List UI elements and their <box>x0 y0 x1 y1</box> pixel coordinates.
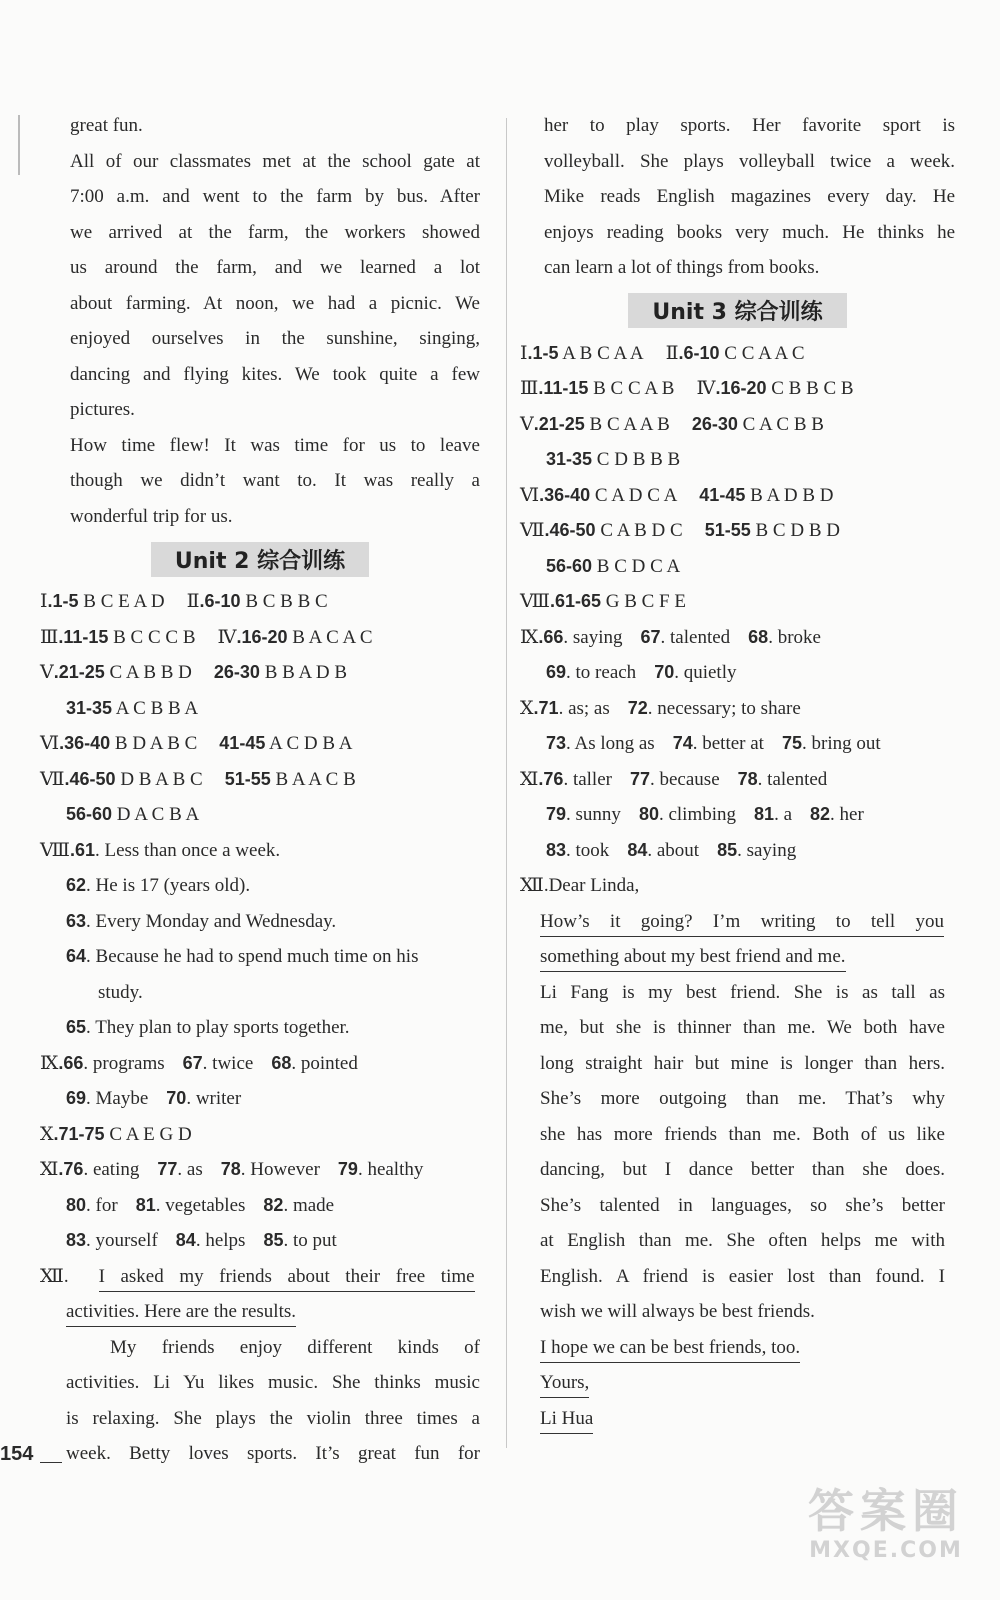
answer-row <box>40 1152 480 1188</box>
question-number: .66 <box>538 626 564 647</box>
answer-letters: A C D B A <box>269 733 353 754</box>
question-number: 84 <box>175 1230 196 1250</box>
answer-text: . As long as <box>566 733 655 754</box>
roman-numeral: Ⅳ <box>217 626 237 648</box>
answer-text: . vegetables <box>155 1194 246 1216</box>
answer-letters: C D B B B <box>596 449 681 470</box>
answer-row <box>520 513 955 549</box>
answer-text: . talented <box>757 768 828 790</box>
answer-letters: B A C A C <box>292 626 373 648</box>
question-range: .6-10 <box>199 591 241 611</box>
answer-text: . yourself <box>86 1230 158 1251</box>
question-number: .76 <box>58 1159 84 1179</box>
writing-line: My friends enjoy different kinds of <box>110 1336 480 1358</box>
question-number: 81 <box>135 1194 156 1215</box>
question-number: 81 <box>754 804 775 824</box>
answer-text: . writer <box>186 1088 242 1109</box>
letter-body-line: She’s talented in languages, so she’s better <box>540 1194 945 1216</box>
question-number: 73 <box>546 733 567 753</box>
letter-body-line: at English than me. She often helps me with <box>540 1230 945 1251</box>
answer-text: . to put <box>283 1230 337 1251</box>
answer-letters: B C E A D <box>83 591 165 612</box>
writing-first-line <box>40 1259 480 1295</box>
question-number: 74 <box>672 733 693 753</box>
question-number: 67 <box>182 1052 203 1073</box>
question-number: 80 <box>638 804 659 824</box>
answer-letters: B C D B D <box>755 520 840 541</box>
question-number: 83 <box>66 1230 87 1250</box>
essay-line: we arrived at the farm, the workers showed <box>70 221 480 243</box>
answer-text: . helps <box>195 1230 246 1251</box>
answer-text: . because <box>650 768 720 790</box>
question-number: .61 <box>69 839 95 860</box>
answer-letters: B A D B D <box>750 484 834 506</box>
answer-row <box>520 442 955 478</box>
answer-row <box>40 904 480 940</box>
question-range: 41-45 <box>219 733 266 753</box>
answer-row <box>40 868 480 904</box>
question-range: .6-10 <box>678 342 720 363</box>
answer-row <box>520 371 955 407</box>
answer-text: . necessary; to share <box>647 697 801 719</box>
roman-numeral: Ⅶ <box>40 768 65 790</box>
question-range: .1-5 <box>527 342 559 363</box>
writing-line <box>40 1294 480 1330</box>
roman-numeral: Ⅷ <box>40 839 70 861</box>
question-number: 85 <box>263 1230 284 1250</box>
roman-numeral: Ⅹ <box>520 697 534 719</box>
roman-numeral: Ⅸ <box>40 1052 59 1074</box>
answer-row <box>40 655 480 691</box>
answer-text: . a <box>774 804 792 825</box>
answer-text: . programs <box>83 1052 165 1074</box>
question-number: .76 <box>538 768 564 789</box>
answer-text: . Less than once a week. <box>94 839 281 861</box>
question-number: 79 <box>337 1159 358 1179</box>
answer-letters: B C D C A <box>596 555 681 577</box>
question-number: 82 <box>263 1194 284 1215</box>
answer-letters: A C B B A <box>115 697 199 719</box>
answer-row <box>520 584 955 620</box>
answer-row <box>40 833 480 869</box>
question-number: 78 <box>737 768 758 789</box>
roman-numeral: Ⅻ <box>520 875 544 896</box>
question-range: .46-50 <box>64 768 116 789</box>
roman-numeral: Ⅴ <box>520 413 534 435</box>
roman-numeral: Ⅺ <box>520 768 539 790</box>
roman-numeral: Ⅻ. <box>40 1265 69 1287</box>
writing-line: activities. Li Yu likes music. She thinks music <box>66 1372 480 1393</box>
answer-text: . quietly <box>674 662 737 683</box>
answer-text: . as <box>177 1159 203 1180</box>
answer-row <box>40 584 480 620</box>
watermark-logo <box>808 1484 964 1564</box>
answer-letters: C A B D C <box>600 520 683 541</box>
question-number: .66 <box>58 1052 84 1073</box>
answer-text: . as; as <box>558 697 610 719</box>
essay-line: wonderful trip for us. <box>70 505 233 527</box>
unit-3-heading <box>520 286 955 336</box>
roman-numeral: Ⅲ <box>40 626 59 648</box>
answer-text: . eating <box>83 1159 140 1180</box>
question-number: 68 <box>271 1052 292 1073</box>
letter-signature: Li Hua <box>540 1405 593 1434</box>
roman-numeral: Ⅹ <box>40 1123 54 1145</box>
answer-text: . about <box>647 839 700 861</box>
answer-letters: C A D C A <box>594 484 678 506</box>
answer-row <box>520 620 955 656</box>
answer-row <box>40 1081 480 1117</box>
letter-body-line: She’s more outgoing than me. That’s why <box>540 1088 945 1109</box>
question-range: 31-35 <box>546 449 593 469</box>
letter-signoff: Yours, <box>540 1369 589 1398</box>
question-number: 70 <box>166 1088 187 1108</box>
question-number: 72 <box>627 697 648 718</box>
question-number: 65 <box>66 1017 87 1037</box>
essay-line: pictures. <box>70 399 135 420</box>
essay-line: enjoyed ourselves in the sunshine, singing, <box>70 328 480 349</box>
question-range: 26-30 <box>691 413 738 434</box>
question-range: 51-55 <box>704 520 751 540</box>
question-number: 77 <box>629 768 650 789</box>
answer-text: . saying <box>737 839 797 861</box>
answer-letters: B C C C B <box>113 626 196 648</box>
essay-line: All of our classmates met at the school gate at <box>70 150 480 172</box>
answer-letters: B C B B C <box>245 591 328 612</box>
answer-text: . her <box>830 804 864 825</box>
answer-letters: B D A B C <box>114 733 198 754</box>
answer-text: . for <box>86 1194 118 1216</box>
underlined-sentence: something about my best friend and me. <box>540 943 846 972</box>
answer-row <box>520 655 955 691</box>
answer-row <box>520 833 955 869</box>
roman-numeral: Ⅶ <box>520 520 545 541</box>
question-number: 67 <box>640 626 661 647</box>
unit-2-heading <box>40 534 480 584</box>
question-range: .46-50 <box>544 520 596 540</box>
question-number: 84 <box>627 839 648 860</box>
answer-row <box>520 762 955 798</box>
answer-text: . Every Monday and Wednesday. <box>86 910 337 932</box>
answer-row <box>520 549 955 585</box>
essay-line: great fun. <box>70 115 143 136</box>
roman-numeral: Ⅲ <box>520 378 539 399</box>
question-range: 56-60 <box>546 555 593 576</box>
letter-line <box>520 939 955 975</box>
question-number: 78 <box>220 1159 241 1179</box>
page-number: 154 <box>0 1443 34 1465</box>
answer-row <box>40 939 480 975</box>
answer-text: study. <box>98 981 143 1003</box>
answer-row <box>40 975 480 1011</box>
watermark-url: MXQE.COM <box>809 1538 963 1563</box>
answer-row <box>40 1223 480 1259</box>
question-number: 63 <box>66 910 87 931</box>
answer-row <box>40 1117 480 1153</box>
essay-line: Mike reads English magazines every day. He <box>544 186 955 207</box>
answer-row <box>40 691 480 727</box>
answer-letters: A B C A A <box>562 342 644 364</box>
underlined-sentence: activities. Here are the results. <box>66 1298 296 1327</box>
roman-numeral: Ⅴ <box>40 662 54 683</box>
underlined-sentence: I asked my friends about their free time <box>99 1263 475 1292</box>
answer-row <box>520 478 955 514</box>
answer-text: . bring out <box>802 733 881 754</box>
answer-text: . He is 17 (years old). <box>86 875 251 896</box>
closing-sentence: I hope we can be best friends, too. <box>540 1334 800 1363</box>
answer-text: . talented <box>660 626 731 648</box>
question-range: .11-15 <box>538 378 589 398</box>
answer-row <box>40 726 480 762</box>
essay-line: volleyball. She plays volleyball twice a week. <box>544 150 955 172</box>
letter-body-line: dancing, but I dance better than she does. <box>540 1159 945 1180</box>
question-range: .36-40 <box>539 484 591 505</box>
writing-line: is relaxing. She plays the violin three times a <box>66 1407 480 1429</box>
letter-body-line: wish we will always be best friends. <box>540 1301 815 1322</box>
answer-text: . climbing <box>658 804 737 825</box>
essay-line: us around the farm, and we learned a lot <box>70 257 480 278</box>
essay-line: 7:00 a.m. and went to the farm by bus. After <box>70 186 480 207</box>
essay-line: about farming. At noon, we had a picnic. We <box>70 292 480 314</box>
essay-line: though we didn’t want to. It was really a <box>70 470 480 491</box>
question-number: 80 <box>66 1194 87 1215</box>
answer-text: . Maybe <box>86 1088 149 1109</box>
essay-line: How time flew! It was time for us to leave <box>70 434 480 456</box>
roman-numeral: Ⅰ <box>520 342 528 364</box>
question-number: 82 <box>810 804 831 824</box>
question-number: 70 <box>654 662 675 682</box>
answer-row <box>40 1046 480 1082</box>
answer-row <box>40 620 480 656</box>
unit-2-heading-text: Unit 2 综合训练 <box>151 542 369 577</box>
answer-row <box>520 726 955 762</box>
right-column <box>520 108 955 1436</box>
letter-greeting: .Dear Linda, <box>543 875 640 896</box>
essay-line: can learn a lot of things from books. <box>544 257 820 278</box>
answer-text: . saying <box>563 626 623 648</box>
answer-text: . twice <box>202 1052 254 1074</box>
question-range: 26-30 <box>213 662 260 682</box>
question-range: 51-55 <box>224 768 271 789</box>
letter-body-line: long straight hair but mine is longer than hers. <box>540 1052 945 1074</box>
roman-numeral: Ⅷ <box>520 591 550 612</box>
answer-row <box>520 407 955 443</box>
roman-numeral: Ⅵ <box>520 484 540 506</box>
essay-line: dancing and flying kites. We took quite a few <box>70 363 480 385</box>
question-number: .71 <box>533 697 559 718</box>
question-range: .11-15 <box>58 626 109 647</box>
answer-letters: B B A D B <box>264 662 348 683</box>
question-range: .61-65 <box>549 591 601 611</box>
letter-body-line: Li Fang is my best friend. She is as tall as <box>540 981 945 1003</box>
roman-numeral: Ⅵ <box>40 733 60 754</box>
letter-body-line: me, but she is thinner than me. We both have <box>540 1017 945 1038</box>
question-number: 64 <box>66 946 87 966</box>
letter-line <box>520 904 955 940</box>
unit-3-heading-text: Unit 3 综合训练 <box>628 293 846 328</box>
question-range: .16-20 <box>715 378 767 398</box>
question-number: 69 <box>66 1088 87 1108</box>
essay-line: enjoys reading books very much. He thinks he <box>544 221 955 243</box>
answer-row <box>40 797 480 833</box>
roman-numeral: Ⅱ <box>186 591 200 612</box>
answer-text: . better at <box>692 733 764 754</box>
answer-text: . They plan to play sports together. <box>86 1017 350 1038</box>
question-range: 56-60 <box>66 804 113 824</box>
answer-text: . broke <box>768 626 821 648</box>
question-range: .21-25 <box>533 413 585 434</box>
question-range: .16-20 <box>236 626 288 647</box>
answer-letters: C C A A C <box>724 342 805 364</box>
page-number-dash <box>40 1462 62 1463</box>
roman-numeral: Ⅺ <box>40 1159 59 1180</box>
answer-text: . taller <box>563 768 612 790</box>
answer-letters: D A C B A <box>116 804 200 825</box>
answer-text: . to reach <box>566 662 637 683</box>
column-divider <box>506 118 507 1448</box>
page-edge-mark <box>18 115 20 175</box>
answer-letters: C B B C B <box>771 378 854 399</box>
roman-numeral: Ⅸ <box>520 626 539 648</box>
answer-letters: C A B B D <box>109 662 192 683</box>
letter-line <box>520 1365 955 1401</box>
question-number: 68 <box>748 626 769 647</box>
letter-body-line: English. A friend is easier lost than found. I <box>540 1265 945 1287</box>
answer-letters: C A E G D <box>109 1123 192 1145</box>
question-range: .21-25 <box>53 662 105 682</box>
question-range: 31-35 <box>66 697 113 718</box>
answer-row <box>40 762 480 798</box>
answer-row <box>40 1188 480 1224</box>
roman-numeral: Ⅰ <box>40 591 48 612</box>
roman-numeral: Ⅱ <box>665 342 679 364</box>
answer-letters: D B A B C <box>120 768 203 790</box>
answer-text: . Because he had to spend much time on his <box>86 946 419 967</box>
letter-greeting-line <box>520 868 955 904</box>
answer-row <box>520 691 955 727</box>
question-number: 83 <box>546 839 567 860</box>
letter-body-line: she has more friends than me. Both of us like <box>540 1123 945 1145</box>
question-range: 41-45 <box>699 484 746 505</box>
question-number: 85 <box>717 839 738 860</box>
answer-letters: B C C A B <box>593 378 675 399</box>
answer-text: . However <box>240 1159 320 1180</box>
letter-line <box>520 1401 955 1437</box>
answer-text: . sunny <box>566 804 621 825</box>
answer-letters: C A C B B <box>742 413 824 435</box>
answer-letters: B A A C B <box>275 768 356 790</box>
answer-text: . made <box>283 1194 335 1216</box>
answer-row <box>520 336 955 372</box>
question-number: 62 <box>66 875 87 895</box>
roman-numeral: Ⅳ <box>696 378 716 399</box>
underlined-sentence: How’s it going? I’m writing to tell you <box>540 908 944 937</box>
answer-letters: G B C F E <box>605 591 686 612</box>
answer-row <box>520 797 955 833</box>
left-column <box>40 108 480 1472</box>
answer-text: . healthy <box>357 1159 424 1180</box>
question-number: 77 <box>157 1159 178 1179</box>
question-range: .36-40 <box>59 733 111 753</box>
essay-line: her to play sports. Her favorite sport is <box>544 115 955 136</box>
question-number: 69 <box>546 662 567 682</box>
answer-text: . took <box>566 839 610 861</box>
watermark-text: 答案圈 <box>808 1484 964 1538</box>
question-number: 75 <box>781 733 802 753</box>
question-number: 79 <box>546 804 567 824</box>
question-range: .71-75 <box>53 1123 105 1144</box>
writing-line: week. Betty loves sports. It’s great fun for <box>66 1443 480 1464</box>
answer-text: . pointed <box>291 1052 358 1074</box>
letter-line <box>520 1330 955 1366</box>
answer-row <box>40 1010 480 1046</box>
answer-letters: B C A A B <box>589 413 670 435</box>
question-range: .1-5 <box>47 591 79 611</box>
